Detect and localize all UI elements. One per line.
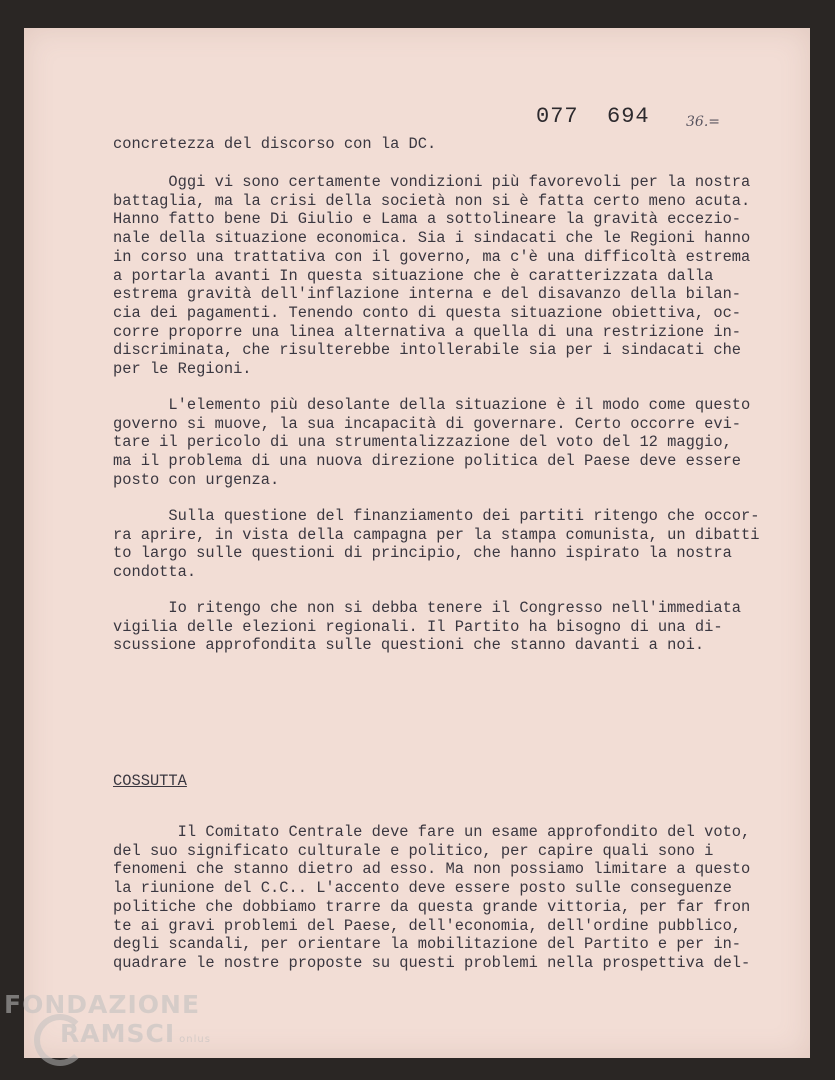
paragraph-intro: concretezza del discorso con la DC. [113, 135, 437, 153]
paragraph-financing: Sulla questione del finanziamento dei partiti ritengo che occor- ra aprire, in vista della campagna per la stampa comunista, un dibatti to largo sulle questioni di principio, che hanno ispirato la nostra condotta. [113, 507, 760, 582]
page-number: 36.= [686, 114, 720, 130]
watermark-onlus: onlus [179, 1034, 211, 1045]
paragraph-government: L'elemento più desolante della situazione è il modo come questo governo si muove, la sua incapacità di governare. Certo occorre evi- tare il pericolo di una strumentalizzazione del voto del 12 maggio, ma il problema di una nuova direzione politica del Paese deve essere posto con urgenza. [113, 396, 751, 489]
watermark-line1: FONDAZIONE [4, 990, 201, 1019]
paragraph-conditions: Oggi vi sono certamente vondizioni più favorevoli per la nostra battaglia, ma la crisi della società non si è fatta certo meno acuta. Hanno fatto bene Di Giulio e Lama a sottolineare la gravità eccezio- nale della situazione economica. Sia i sindacati che le Regioni hanno in corso una trattativa con il governo, ma c'è una difficoltà estrema a portarla avanti In questa situazione che è caratterizzata dalla estrema gravità dell'inflazione interna e del disavanzo della bilan- cia dei pagamenti. Tenendo conto di questa situazione obiettiva, oc- corre proporre una linea alternativa a quella di una restrizione in- discriminata, che risulterebbe intollerabile sia per i sindacati che per le Regioni. [113, 173, 751, 379]
watermark-line2: RAMSCI [60, 1019, 176, 1048]
watermark-g-logo [34, 1014, 86, 1066]
fondazione-gramsci-watermark [4, 990, 211, 1048]
speaker-heading: COSSUTTA [113, 772, 187, 790]
paragraph-congress: Io ritengo che non si debba tenere il Congresso nell'immediata vigilia delle elezioni regionali. Il Partito ha bisogno di una di- scussione approfondita sulle questioni che stanno davanti a noi. [113, 599, 742, 655]
speaker-paragraph: Il Comitato Centrale deve fare un esame approfondito del voto, del suo significato culturale e politico, per capire quali sono i fenomeni che stanno dietro ad esso. Ma non possiamo limitare a questo la riunione del C.C.. L'accento deve essere posto sulle conseguenze politiche che dobbiamo trarre da questa grande vittoria, per far fron te ai gravi problemi del Paese, dell'economia, dell'ordine pubblico, degli scandali, per orientare la mobilitazione del Partito e per in- quadrare le nostre proposte su questi problemi nella prospettiva del- [113, 823, 751, 972]
archive-code: 077 694 [536, 104, 650, 129]
